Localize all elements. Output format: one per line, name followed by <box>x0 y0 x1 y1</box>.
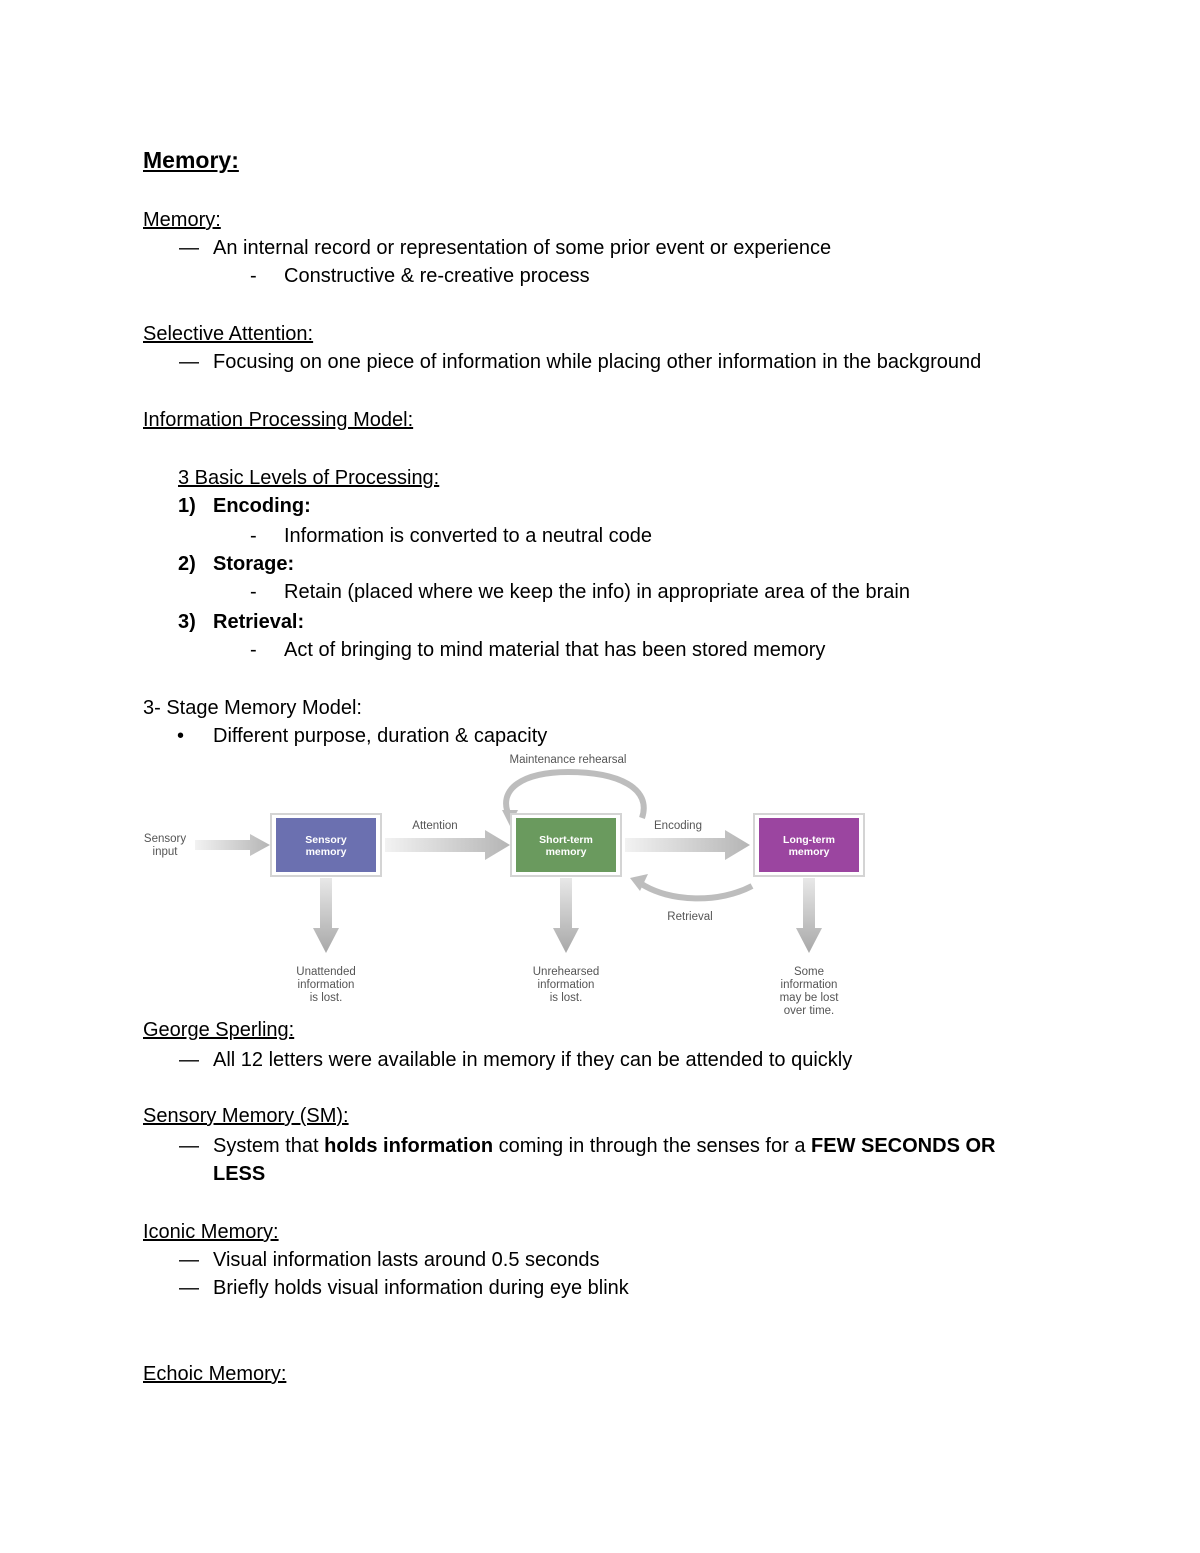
maintenance-loop <box>506 772 644 818</box>
memory-definition: An internal record or representation of some prior event or experience <box>213 237 832 259</box>
sensory-memory-heading: Sensory Memory (SM): <box>143 1105 349 1127</box>
bullet-marker: • <box>177 725 185 747</box>
attention-label: Attention <box>412 820 458 832</box>
level-desc-encoding: Information is converted to a neutral code <box>284 525 652 547</box>
iconic-memory-heading: Iconic Memory: <box>143 1221 279 1243</box>
outcome-sensory-line2: information <box>297 979 355 991</box>
dash-marker: — <box>179 1049 199 1071</box>
outcome-short-term-line1: Unrehearsed <box>532 966 600 978</box>
long-term-memory-label-line2: memory <box>788 846 830 858</box>
arrow-encoding <box>625 830 750 860</box>
dash-marker: — <box>179 1277 199 1299</box>
page-title: Memory: <box>143 147 239 173</box>
short-term-memory-label-line1: Short-term <box>539 834 593 846</box>
outcome-long-term-line4: over time. <box>783 1005 835 1017</box>
arrow-attention <box>385 830 510 860</box>
outcome-long-term-line2: information <box>780 979 838 991</box>
level-desc-storage: Retain (placed where we keep the info) in appropriate area of the brain <box>284 581 910 603</box>
hyphen-marker: - <box>250 581 257 603</box>
memory-subpoint: Constructive & re-creative process <box>284 265 590 287</box>
selective-attention-heading: Selective Attention: <box>143 323 314 345</box>
iconic-item: Briefly holds visual information during eye blink <box>213 1277 629 1299</box>
sm-text-bold-3: LESS <box>213 1163 266 1185</box>
memory-model-diagram <box>140 748 870 1023</box>
encoding-label: Encoding <box>654 820 702 832</box>
sensory-input-label-line1: Sensory <box>143 833 187 845</box>
level-label-retrieval: Retrieval: <box>213 611 305 633</box>
maintenance-rehearsal-label: Maintenance rehearsal <box>509 754 627 766</box>
ipm-heading: Information Processing Model: <box>143 409 414 431</box>
levels-heading: 3 Basic Levels of Processing: <box>178 467 440 489</box>
level-number: 1) <box>178 495 196 517</box>
sensory-memory-label-line2: memory <box>305 846 347 858</box>
dash-marker: — <box>179 237 199 259</box>
stage-model-bullet: Different purpose, duration & capacity <box>213 725 548 747</box>
sensory-memory-definition <box>213 1134 995 1158</box>
level-label-encoding: Encoding: <box>213 495 311 517</box>
arrow-down-short-term <box>553 878 579 953</box>
hyphen-marker: - <box>250 639 257 661</box>
outcome-sensory-line3: is lost. <box>309 992 343 1004</box>
outcome-short-term-line3: is lost. <box>549 992 583 1004</box>
outcome-long-term-line1: Some <box>793 966 825 978</box>
dash-marker: — <box>179 1135 199 1157</box>
level-desc-retrieval: Act of bringing to mind material that has been stored memory <box>284 639 826 661</box>
retrieval-label: Retrieval <box>667 911 713 923</box>
arrow-down-long-term <box>796 878 822 953</box>
hyphen-marker: - <box>250 265 257 287</box>
echoic-memory-heading: Echoic Memory: <box>143 1363 287 1385</box>
dash-marker: — <box>179 351 199 373</box>
sm-text-bold-1: holds information <box>324 1135 494 1157</box>
outcome-short-term-line2: information <box>537 979 595 991</box>
short-term-memory-label-line2: memory <box>545 846 587 858</box>
sensory-memory-label-line1: Sensory <box>305 834 347 846</box>
memory-heading: Memory: <box>143 209 221 231</box>
sensory-input-label-line2: input <box>152 846 178 858</box>
retrieval-curve <box>640 883 752 898</box>
outcome-sensory-line1: Unattended <box>296 966 356 978</box>
sm-text-2: coming in through the senses for a <box>493 1135 812 1157</box>
stage-model-heading: 3- Stage Memory Model: <box>143 697 362 719</box>
sm-text-bold-2: FEW SECONDS OR <box>811 1135 996 1157</box>
long-term-memory-label-line1: Long-term <box>783 834 835 846</box>
selective-attention-definition: Focusing on one piece of information while placing other information in the background <box>213 351 982 373</box>
outcome-long-term-line3: may be lost <box>779 992 839 1004</box>
level-number: 3) <box>178 611 196 633</box>
hyphen-marker: - <box>250 525 257 547</box>
level-number: 2) <box>178 553 196 575</box>
iconic-item: Visual information lasts around 0.5 seconds <box>213 1249 600 1271</box>
memory-model-svg <box>140 748 870 1023</box>
sperling-heading: George Sperling: <box>143 1019 295 1041</box>
sperling-text: All 12 letters were available in memory if they can be attended to quickly <box>213 1049 853 1071</box>
level-label-storage: Storage: <box>213 553 295 575</box>
dash-marker: — <box>179 1249 199 1271</box>
sm-text-1: System that <box>213 1135 325 1157</box>
arrow-sensory-input <box>195 834 270 856</box>
arrow-down-sensory <box>313 878 339 953</box>
